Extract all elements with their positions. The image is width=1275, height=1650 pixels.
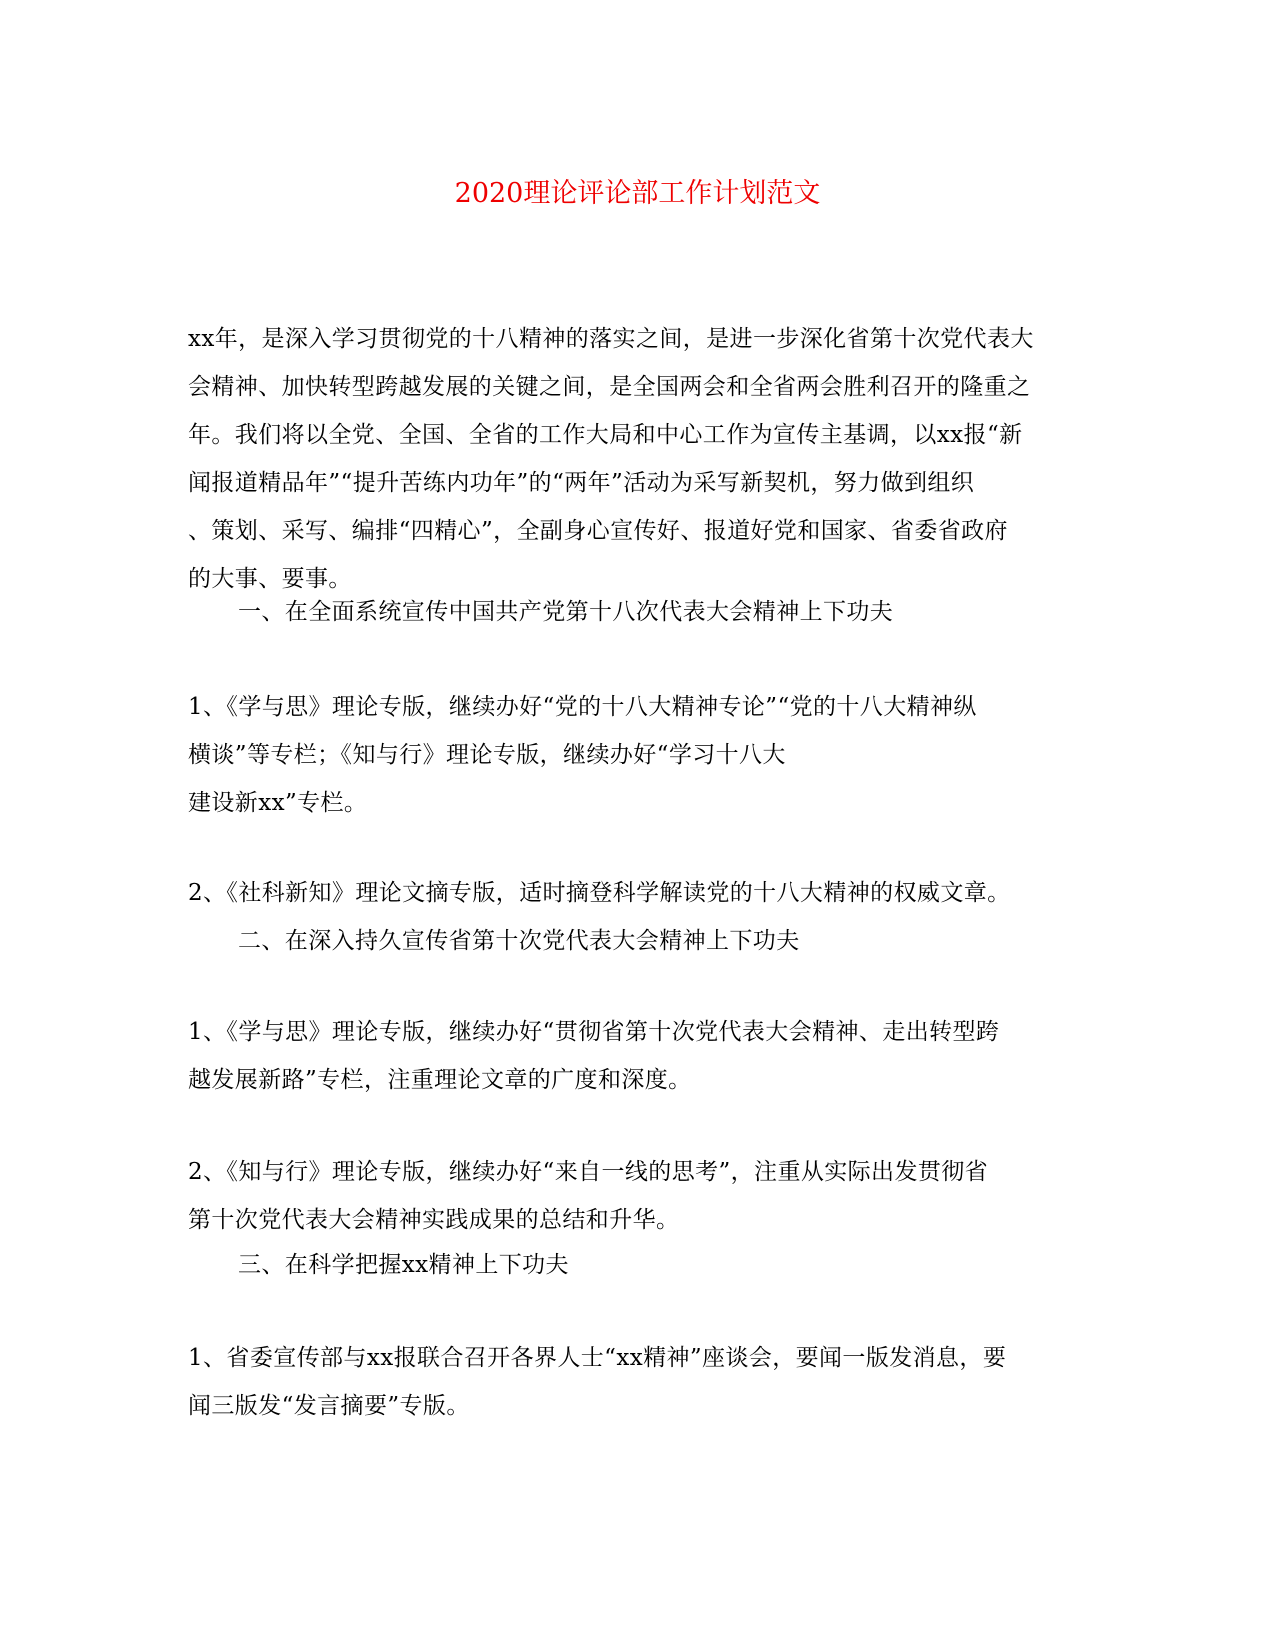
- intro-line: 年。我们将以全党、全国、全省的工作大局和中心工作为宣传主基调，以xx报“新: [188, 422, 1023, 448]
- section-1-heading: 一、在全面系统宣传中国共产党第十八次代表大会精神上下功夫: [238, 599, 894, 625]
- intro-line: xx年，是深入学习贯彻党的十八精神的落实之间，是进一步深化省第十次党代表大: [188, 326, 1034, 352]
- intro-line: 、策划、采写、编排“四精心”，全副身心宣传好、报道好党和国家、省委省政府: [188, 518, 1008, 544]
- paragraph-line: 横谈”等专栏；《知与行》理论专版，继续办好“学习十八大: [188, 742, 786, 768]
- paragraph-line: 闻三版发“发言摘要”专版。: [188, 1393, 470, 1419]
- section-2-heading: 二、在深入持久宣传省第十次党代表大会精神上下功夫: [238, 928, 800, 954]
- paragraph-line: 2、《知与行》理论专版，继续办好“来自一线的思考”，注重从实际出发贯彻省: [188, 1159, 989, 1185]
- paragraph-line: 第十次党代表大会精神实践成果的总结和升华。: [188, 1207, 680, 1233]
- intro-line: 闻报道精品年”“提升苦练内功年”的“两年”活动为采写新契机，努力做到组织: [188, 470, 975, 496]
- intro-line: 的大事、要事。: [188, 566, 352, 592]
- section-2-item-1: [188, 1008, 1088, 1104]
- section-2-item-2: [188, 1148, 1088, 1244]
- section-1-item-1: [188, 683, 1088, 827]
- paragraph-line: 1、《学与思》理论专版，继续办好“贯彻省第十次党代表大会精神、走出转型跨: [188, 1019, 1000, 1045]
- section-3-heading: 三、在科学把握xx精神上下功夫: [238, 1252, 569, 1278]
- intro-paragraph: [188, 315, 1088, 603]
- intro-line: 会精神、加快转型跨越发展的关键之间，是全国两会和全省两会胜利召开的隆重之: [188, 374, 1031, 400]
- section-1-item-2: [188, 869, 1088, 917]
- paragraph-line: 2、《社科新知》理论文摘专版，适时摘登科学解读党的十八大精神的权威文章。: [188, 880, 1011, 906]
- section-3-item-1: [188, 1334, 1088, 1430]
- document-title: 2020理论评论部工作计划范文: [454, 178, 821, 209]
- paragraph-line: 1、《学与思》理论专版，继续办好“党的十八大精神专论”“党的十八大精神纵: [188, 694, 977, 720]
- paragraph-line: 1、省委宣传部与xx报联合召开各界人士“xx精神”座谈会，要闻一版发消息，要: [188, 1345, 1007, 1371]
- paragraph-line: 越发展新路”专栏，注重理论文章的广度和深度。: [188, 1067, 692, 1093]
- paragraph-line: 建设新xx”专栏。: [188, 790, 368, 816]
